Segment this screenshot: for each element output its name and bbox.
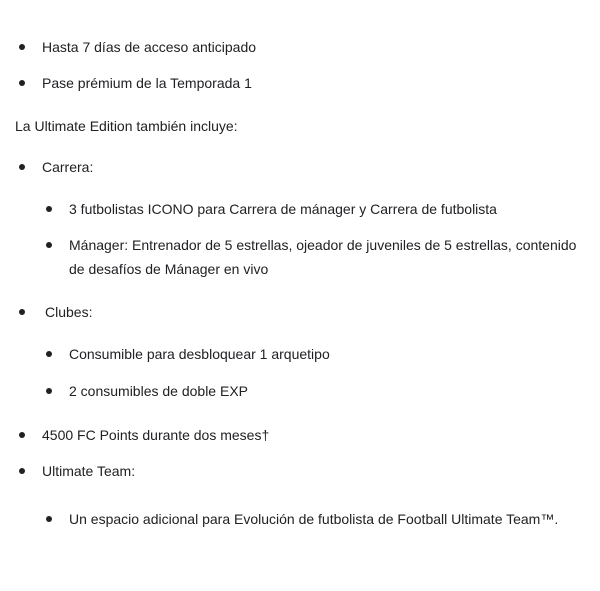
- list-item-text: Carrera:: [42, 159, 94, 175]
- bullet-icon: [19, 468, 25, 474]
- list-item-text: Un espacio adicional para Evolución de futbolista de Football Ultimate Team™.: [69, 511, 559, 527]
- bullet-icon: [19, 432, 25, 438]
- intro-text: La Ultimate Edition también incluye:: [15, 118, 238, 134]
- list-item-text: Consumible para desbloquear 1 arquetipo: [69, 346, 330, 362]
- list-item-text: 3 futbolistas ICONO para Carrera de mánager y Carrera de futbolista: [69, 201, 497, 217]
- bullet-icon: [46, 351, 52, 357]
- list-item-text: 4500 FC Points durante dos meses†: [42, 427, 270, 443]
- list-item-text: Pase prémium de la Temporada 1: [42, 75, 252, 91]
- bullet-icon: [19, 309, 25, 315]
- bullet-icon: [19, 164, 25, 170]
- bullet-icon: [46, 516, 52, 522]
- list-item-text: Mánager: Entrenador de 5 estrellas, ojeador de juveniles de 5 estrellas, contenido de desafíos de Mánager en vivo: [69, 237, 577, 277]
- bullet-icon: [46, 242, 52, 248]
- list-item-text: Ultimate Team:: [42, 463, 136, 479]
- bullet-icon: [46, 388, 52, 394]
- list-item-text: 2 consumibles de doble EXP: [69, 383, 248, 399]
- bullet-icon: [19, 80, 25, 86]
- list-item-text: Hasta 7 días de acceso anticipado: [42, 39, 257, 55]
- list-item-text: Clubes:: [45, 304, 93, 320]
- bullet-icon: [46, 206, 52, 212]
- bullet-icon: [19, 44, 25, 50]
